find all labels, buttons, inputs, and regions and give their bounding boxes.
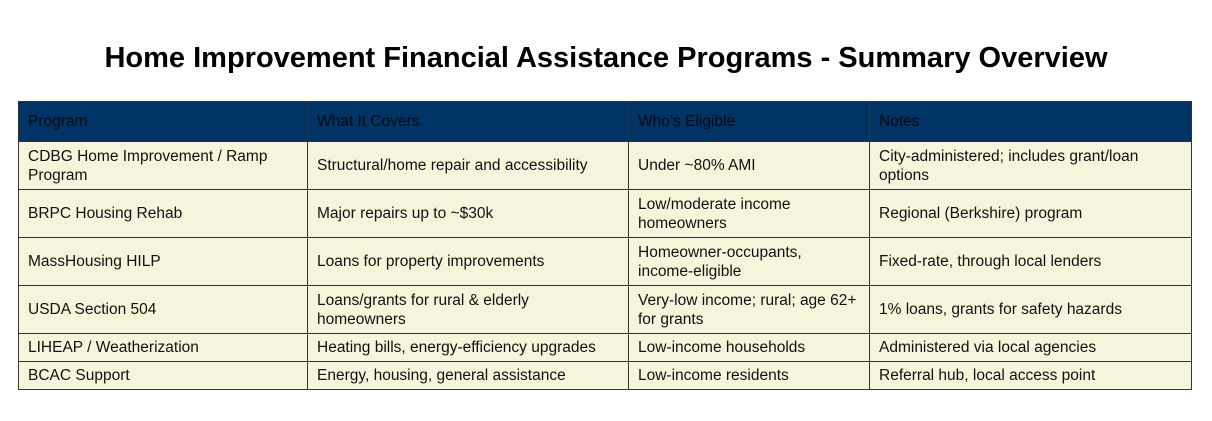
header-notes: Notes — [870, 102, 1192, 142]
cell-program: BCAC Support — [19, 362, 308, 390]
header-whos-eligible: Who’s Eligible — [629, 102, 870, 142]
cell-program: LIHEAP / Weatherization — [19, 334, 308, 362]
table-row — [19, 286, 1192, 334]
cell-coverage: Structural/home repair and accessibility — [308, 142, 629, 190]
table-row — [19, 238, 1192, 286]
cell-notes: Administered via local agencies — [870, 334, 1192, 362]
cell-program: CDBG Home Improvement / Ramp Program — [19, 142, 308, 190]
table-row — [19, 362, 1192, 390]
cell-eligibility: Low/moderate income homeowners — [629, 190, 870, 238]
cell-eligibility: Under ~80% AMI — [629, 142, 870, 190]
table-header-row — [19, 102, 1192, 142]
cell-notes: Referral hub, local access point — [870, 362, 1192, 390]
cell-coverage: Major repairs up to ~$30k — [308, 190, 629, 238]
header-what-it-covers: What It Covers — [308, 102, 629, 142]
page-title: Home Improvement Financial Assistance Programs - Summary Overview — [104, 42, 1108, 74]
cell-coverage: Loans for property improvements — [308, 238, 629, 286]
header-program: Program — [19, 102, 308, 142]
table-row — [19, 190, 1192, 238]
table-row — [19, 142, 1192, 190]
programs-table — [18, 101, 1192, 390]
table-row — [19, 334, 1192, 362]
cell-notes: Regional (Berkshire) program — [870, 190, 1192, 238]
cell-eligibility: Very-low income; rural; age 62+ for grants — [629, 286, 870, 334]
cell-coverage: Loans/grants for rural & elderly homeowners — [308, 286, 629, 334]
cell-coverage: Energy, housing, general assistance — [308, 362, 629, 390]
cell-notes: City-administered; includes grant/loan options — [870, 142, 1192, 190]
cell-notes: Fixed-rate, through local lenders — [870, 238, 1192, 286]
cell-eligibility: Homeowner-occupants, income-eligible — [629, 238, 870, 286]
cell-program: BRPC Housing Rehab — [19, 190, 308, 238]
cell-eligibility: Low-income households — [629, 334, 870, 362]
cell-program: USDA Section 504 — [19, 286, 308, 334]
cell-program: MassHousing HILP — [19, 238, 308, 286]
cell-notes: 1% loans, grants for safety hazards — [870, 286, 1192, 334]
cell-eligibility: Low-income residents — [629, 362, 870, 390]
cell-coverage: Heating bills, energy-efficiency upgrades — [308, 334, 629, 362]
